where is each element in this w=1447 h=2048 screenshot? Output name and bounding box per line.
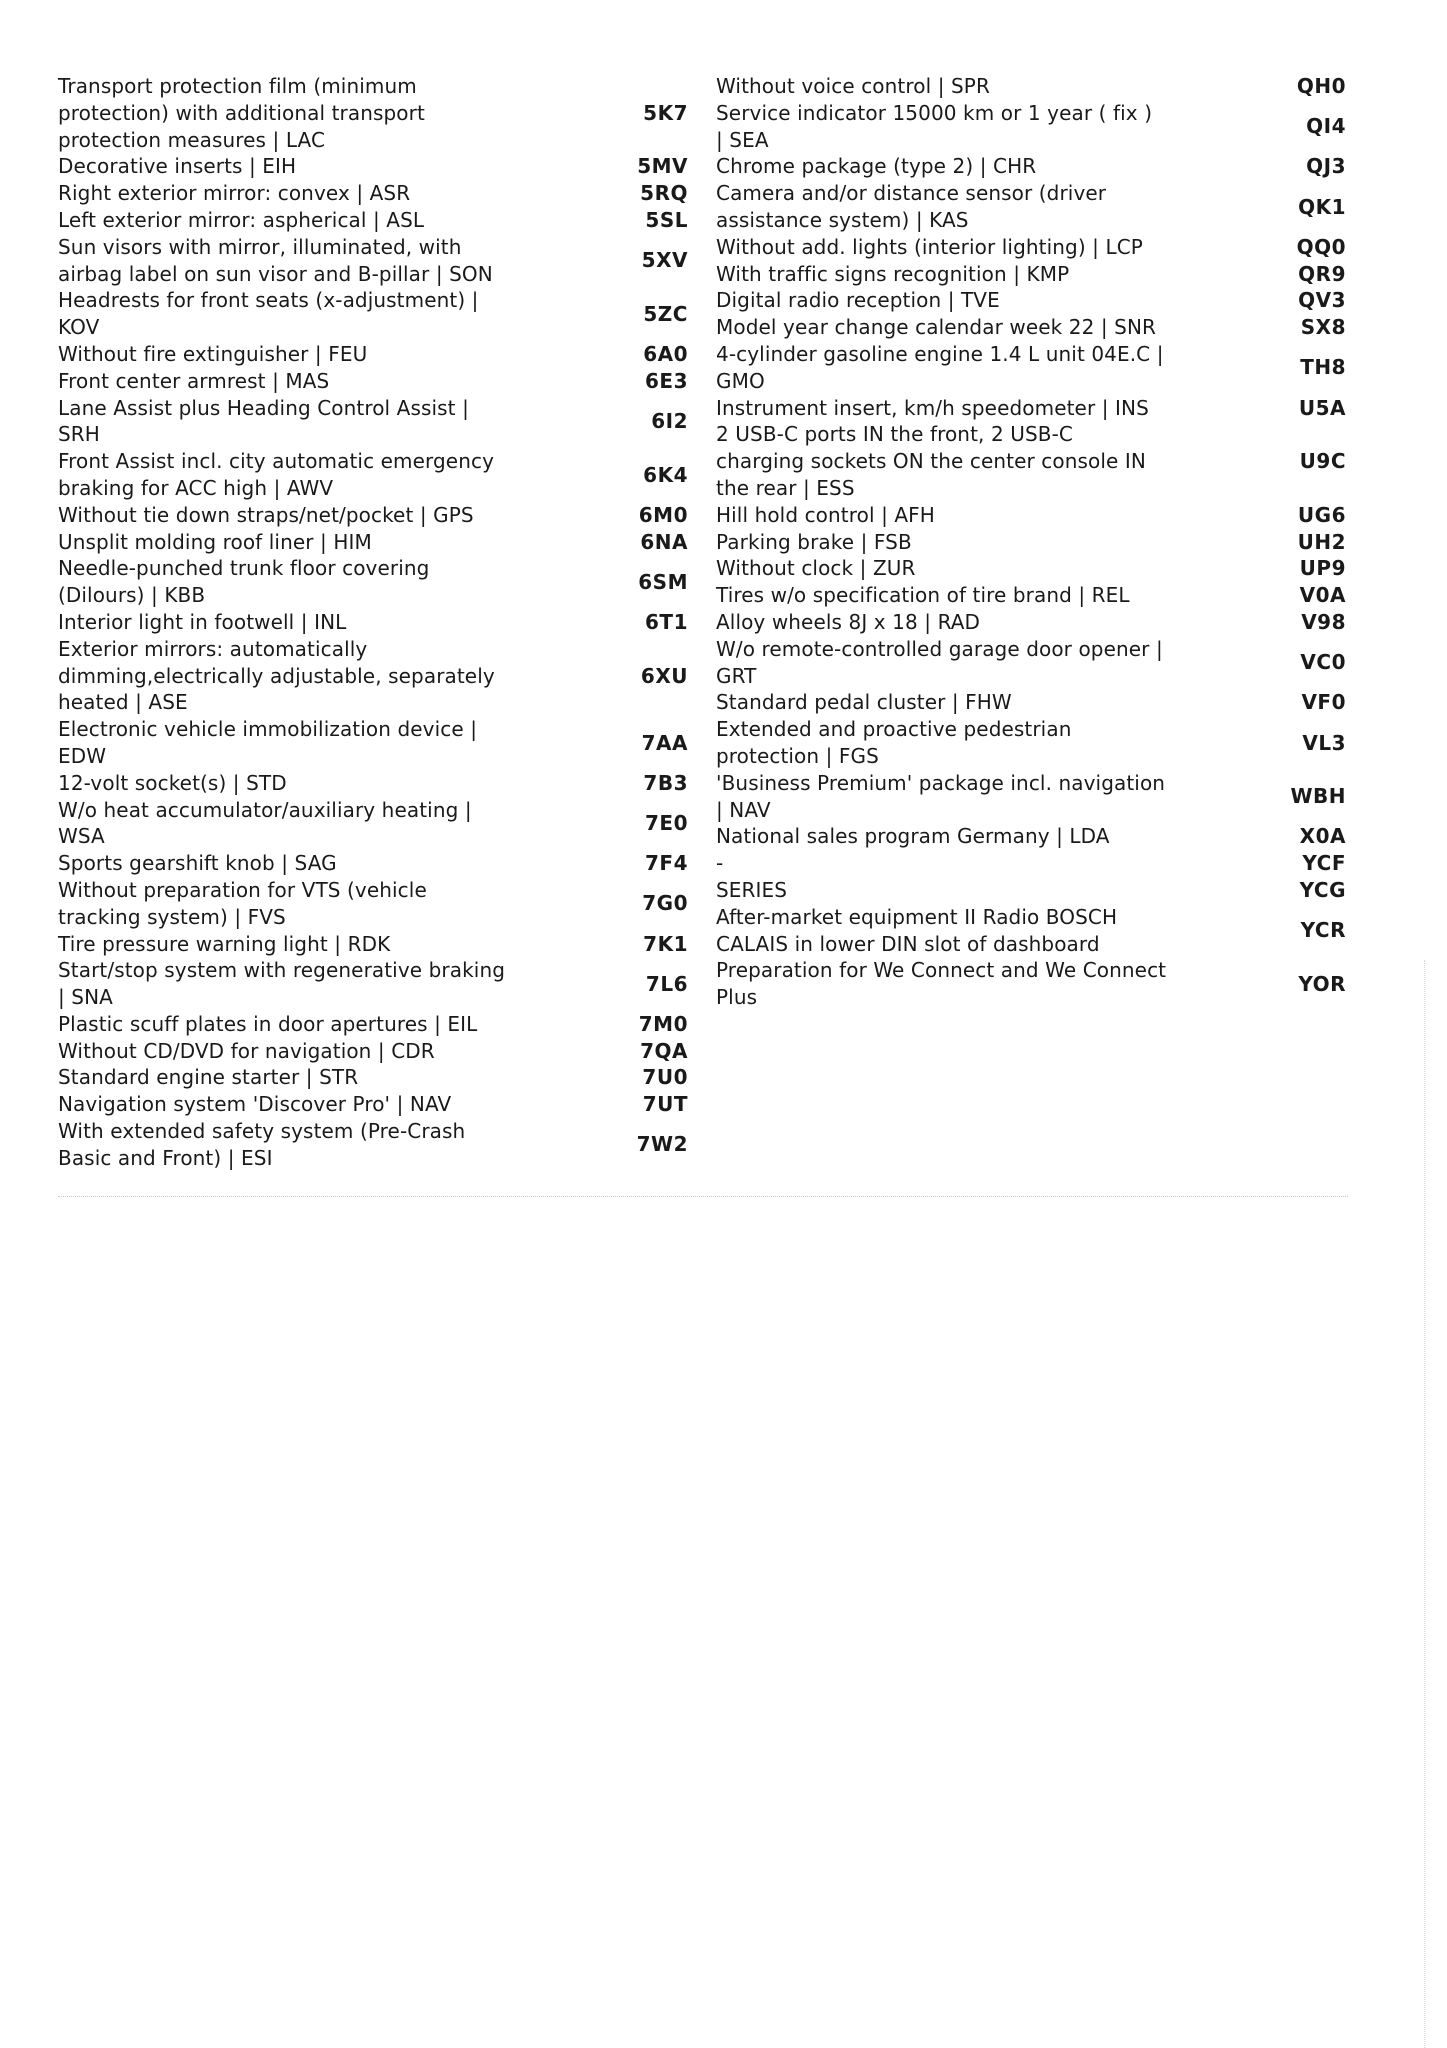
- item-code: 7K1: [643, 931, 688, 956]
- list-row: [716, 555, 1348, 582]
- list-row: [58, 770, 690, 797]
- item-description: Sun visors with mirror, illuminated, with airbag label on sun visor and B-pillar | SON: [58, 234, 493, 286]
- item-code: 7QA: [640, 1038, 688, 1063]
- item-description: Sports gearshift knob | SAG: [58, 851, 337, 876]
- item-description: Alloy wheels 8J x 18 | RAD: [716, 609, 981, 634]
- item-description: Parking brake | FSB: [716, 529, 912, 554]
- list-row: [58, 555, 690, 609]
- item-description: Without add. lights (interior lighting) | LCP: [716, 234, 1143, 259]
- item-code: 5RQ: [640, 181, 688, 206]
- list-row: [58, 502, 690, 529]
- item-code: TH8: [1300, 355, 1346, 380]
- item-description: SERIES: [716, 877, 788, 902]
- list-row: [716, 180, 1348, 234]
- item-description: W/o remote-controlled garage door opener | GRT: [716, 636, 1163, 688]
- item-description: Headrests for front seats (x-adjustment) | KOV: [58, 288, 479, 340]
- item-description: With traffic signs recognition | KMP: [716, 261, 1070, 286]
- item-code: WBH: [1290, 784, 1346, 809]
- item-code: YCR: [1300, 918, 1346, 943]
- list-row: [58, 609, 690, 636]
- list-row: [716, 395, 1348, 422]
- item-code: 7B3: [643, 770, 688, 795]
- item-code: VL3: [1302, 730, 1346, 755]
- item-code: 5MV: [637, 154, 688, 179]
- item-code: 5SL: [645, 207, 688, 232]
- list-row: [58, 797, 690, 851]
- item-code: YCF: [1302, 851, 1346, 876]
- item-description: Standard pedal cluster | FHW: [716, 690, 1012, 715]
- list-row: [58, 341, 690, 368]
- item-code: 6M0: [638, 502, 688, 527]
- list-row: [58, 73, 690, 153]
- item-description: Camera and/or distance sensor (driver assistance system) | KAS: [716, 181, 1107, 232]
- item-description: Start/stop system with regenerative braking | SNA: [58, 958, 506, 1010]
- item-description: Without CD/DVD for navigation | CDR: [58, 1038, 435, 1063]
- item-code: QQ0: [1296, 234, 1346, 259]
- list-row: [58, 234, 690, 288]
- list-row: [58, 180, 690, 207]
- item-code: 5XV: [641, 248, 688, 273]
- list-row: [716, 502, 1348, 529]
- list-row: [716, 234, 1348, 261]
- item-code: UP9: [1299, 556, 1346, 581]
- item-code: 7M0: [638, 1011, 688, 1036]
- list-row: [58, 1038, 690, 1065]
- item-description: Tires w/o specification of tire brand | REL: [716, 583, 1130, 608]
- list-row: [58, 957, 690, 1011]
- item-description: 12-volt socket(s) | STD: [58, 770, 287, 795]
- item-code: QV3: [1298, 288, 1346, 313]
- item-code: 6NA: [640, 529, 688, 554]
- list-row: [716, 287, 1348, 314]
- item-description: W/o heat accumulator/auxiliary heating | WSA: [58, 797, 472, 849]
- list-row: [58, 368, 690, 395]
- item-code: 7G0: [642, 891, 688, 916]
- list-row: [716, 609, 1348, 636]
- list-row: [716, 957, 1348, 1011]
- item-description: 4-cylinder gasoline engine 1.4 L unit 04E.C | GMO: [716, 341, 1164, 393]
- list-row: [716, 153, 1348, 180]
- list-row: [58, 529, 690, 556]
- item-description: Lane Assist plus Heading Control Assist | SRH: [58, 395, 469, 447]
- item-code: V0A: [1299, 583, 1346, 608]
- item-code: QH0: [1296, 74, 1346, 98]
- list-row: [716, 636, 1348, 690]
- list-row: [58, 1091, 690, 1118]
- item-description: Without voice control | SPR: [716, 74, 990, 98]
- item-description: Hill hold control | AFH: [716, 502, 935, 527]
- list-row: [716, 716, 1348, 770]
- list-row: [58, 877, 690, 931]
- item-code: QJ3: [1306, 154, 1346, 179]
- item-code: VC0: [1300, 650, 1346, 675]
- list-row: [716, 341, 1348, 395]
- item-code: 6A0: [643, 341, 688, 366]
- item-code: UH2: [1297, 529, 1346, 554]
- list-row: [58, 1118, 690, 1172]
- list-row: [716, 314, 1348, 341]
- item-description: Standard engine starter | STR: [58, 1065, 359, 1090]
- item-description: Front center armrest | MAS: [58, 368, 330, 393]
- item-description: Transport protection film (minimum protection) with additional transport protection measures | LAC: [58, 74, 425, 152]
- list-row: [58, 1011, 690, 1038]
- list-row: [716, 877, 1348, 904]
- item-code: 6T1: [645, 609, 688, 634]
- item-description: 'Business Premium' package incl. navigation | NAV: [716, 770, 1166, 822]
- item-code: UG6: [1297, 502, 1346, 527]
- item-code: V98: [1301, 609, 1346, 634]
- list-row: [716, 582, 1348, 609]
- list-row: [58, 395, 690, 449]
- item-code: QI4: [1306, 114, 1346, 139]
- list-row: [716, 770, 1348, 824]
- item-code: 5K7: [643, 100, 688, 125]
- item-code: 6E3: [645, 368, 688, 393]
- item-code: SX8: [1300, 315, 1346, 340]
- item-description: Chrome package (type 2) | CHR: [716, 154, 1037, 179]
- item-description: Interior light in footwell | INL: [58, 609, 347, 634]
- item-code: 7U0: [642, 1065, 688, 1090]
- item-code: 6XU: [640, 663, 688, 688]
- item-description: Instrument insert, km/h speedometer | INS: [716, 395, 1149, 420]
- list-row: [58, 153, 690, 180]
- item-code: 6K4: [643, 462, 688, 487]
- list-row: [58, 850, 690, 877]
- list-row: [716, 823, 1348, 850]
- item-description: Tire pressure warning light | RDK: [58, 931, 391, 956]
- list-row: [716, 850, 1348, 877]
- list-row: [716, 904, 1348, 958]
- item-code: U5A: [1298, 395, 1346, 420]
- item-description: With extended safety system (Pre-Crash Basic and Front) | ESI: [58, 1119, 466, 1170]
- item-description: Right exterior mirror: convex | ASR: [58, 181, 411, 206]
- item-description: -: [716, 851, 724, 876]
- list-row: [716, 529, 1348, 556]
- item-description: 2 USB-C ports IN the front, 2 USB-C charging sockets ON the center console IN the rear | ESS: [716, 422, 1146, 500]
- list-row: [58, 287, 690, 341]
- item-description: Service indicator 15000 km or 1 year ( fix ) | SEA: [716, 100, 1153, 152]
- item-description: Left exterior mirror: aspherical | ASL: [58, 207, 425, 232]
- list-row: [58, 716, 690, 770]
- item-code: 7L6: [645, 971, 688, 996]
- item-description: After-market equipment II Radio BOSCH CALAIS in lower DIN slot of dashboard: [716, 904, 1118, 956]
- item-description: Without preparation for VTS (vehicle tracking system) | FVS: [58, 877, 427, 929]
- list-row: [716, 421, 1348, 501]
- item-description: Without clock | ZUR: [716, 556, 916, 581]
- item-description: Decorative inserts | EIH: [58, 154, 297, 179]
- list-row: [58, 931, 690, 958]
- item-code: 7AA: [641, 730, 688, 755]
- list-row: [716, 261, 1348, 288]
- item-code: 5ZC: [643, 301, 688, 326]
- item-code: X0A: [1299, 824, 1346, 849]
- item-description: Preparation for We Connect and We Connect Plus: [716, 958, 1167, 1010]
- item-code: QK1: [1298, 194, 1346, 219]
- list-row: [58, 207, 690, 234]
- list-row: [58, 1064, 690, 1091]
- item-code: YCG: [1299, 877, 1346, 902]
- list-row: [58, 636, 690, 716]
- item-code: YOR: [1298, 971, 1346, 996]
- item-code: 6SM: [638, 569, 688, 594]
- item-description: Plastic scuff plates in door apertures | EIL: [58, 1011, 478, 1036]
- item-description: Exterior mirrors: automatically dimming,electrically adjustable, separately heated | ASE: [58, 636, 495, 715]
- item-description: Model year change calendar week 22 | SNR: [716, 315, 1157, 340]
- item-code: 7W2: [636, 1132, 688, 1157]
- item-description: Digital radio reception | TVE: [716, 288, 1000, 313]
- item-description: National sales program Germany | LDA: [716, 824, 1110, 849]
- item-code: VF0: [1301, 690, 1346, 715]
- item-description: Needle-punched trunk floor covering (Dilours) | KBB: [58, 556, 430, 608]
- list-row: [716, 73, 1348, 100]
- scan-edge-line: [1424, 960, 1425, 2048]
- divider-line: [58, 1196, 1348, 1197]
- item-code: U9C: [1299, 449, 1346, 474]
- item-description: Without fire extinguisher | FEU: [58, 341, 368, 366]
- item-code: QR9: [1298, 261, 1346, 286]
- item-description: Unsplit molding roof liner | HIM: [58, 529, 372, 554]
- item-code: 7E0: [645, 810, 688, 835]
- list-row: [716, 689, 1348, 716]
- list-row: [58, 448, 690, 502]
- item-description: Extended and proactive pedestrian protection | FGS: [716, 717, 1072, 768]
- equipment-list-left: [58, 73, 690, 1172]
- item-description: Electronic vehicle immobilization device | EDW: [58, 717, 478, 768]
- list-row: [716, 100, 1348, 154]
- item-description: Without tie down straps/net/pocket | GPS: [58, 502, 474, 527]
- item-code: 7UT: [642, 1092, 688, 1117]
- item-code: 6I2: [651, 408, 688, 433]
- item-description: Front Assist incl. city automatic emergency braking for ACC high | AWV: [58, 449, 494, 500]
- equipment-list-right: [716, 73, 1348, 1011]
- item-code: 7F4: [645, 851, 688, 876]
- item-description: Navigation system 'Discover Pro' | NAV: [58, 1092, 452, 1117]
